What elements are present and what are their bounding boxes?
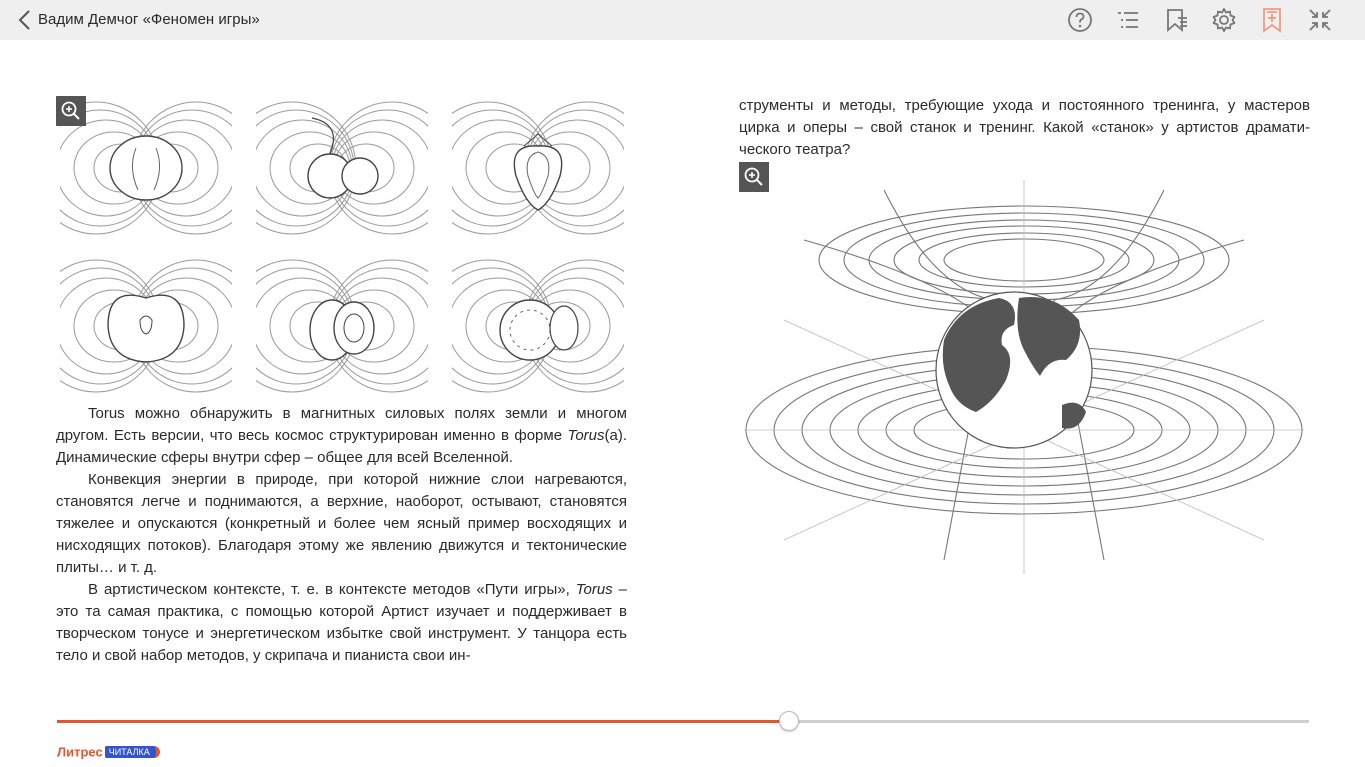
text-run: Torus можно обнаружить в магнитных силовых полях земли и многом другом. Есть версии, что весь космос структурирован именно в форме <box>56 405 627 444</box>
contents-icon[interactable] <box>1114 6 1142 34</box>
text-run: (а). Динамические сферы внутри сфер – общее для всей Вселенной. <box>56 427 627 466</box>
text-run: В артистическом контексте, т. е. в контексте методов «Пути игры», <box>88 581 576 598</box>
text-run: Конвекция энергии в природе, при которой нижние слои нагреваются, становятся легче и поднимаются, а верхние, наоборот, остывают, становятся тяжелее и опускаются (конкретный и более чем ясный пример восходящих и нисходящих потоков). Благодаря этому же явлению движутся и тектонические плиты… и т. д. <box>56 471 627 576</box>
settings-icon[interactable] <box>1210 6 1238 34</box>
reading-progress-fill <box>57 720 789 723</box>
paragraph <box>56 579 627 667</box>
left-page-text <box>56 403 627 667</box>
reading-progress-handle[interactable] <box>779 711 799 731</box>
text-run: Torus <box>567 427 605 444</box>
logo-badge: ЧИТАЛКА <box>105 746 160 758</box>
earth-torus-illustration <box>744 180 1304 574</box>
collapse-icon[interactable] <box>1306 6 1334 34</box>
paragraph <box>56 403 627 469</box>
top-bar <box>0 0 1365 40</box>
help-icon[interactable] <box>1066 6 1094 34</box>
torus-cell-4 <box>56 260 260 392</box>
back-icon[interactable] <box>14 9 36 31</box>
torus-cell-3 <box>424 102 628 234</box>
logo-text: Литрес <box>57 744 103 760</box>
book-title: Вадим Демчог «Феномен игры» <box>38 11 260 28</box>
reading-progress-track[interactable] <box>57 720 1309 723</box>
torus-cell-1 <box>56 102 260 234</box>
zoom-image-icon[interactable] <box>56 96 86 126</box>
text-run: Torus <box>575 581 613 598</box>
litres-logo[interactable] <box>57 743 160 759</box>
add-bookmark-icon[interactable] <box>1258 6 1286 34</box>
fruit-torus-illustration <box>56 94 628 398</box>
torus-cell-2 <box>228 102 456 234</box>
text-run: струменты и методы, требующие ухода и постоянного тренинга, у мастеров цирка и оперы – свой станок и тренинг. Какой «станок» у артистов драматического театра? <box>739 97 1310 158</box>
bookmarks-icon[interactable] <box>1162 6 1190 34</box>
right-page-text <box>739 95 1310 161</box>
paragraph <box>739 95 1310 161</box>
paragraph <box>56 469 627 579</box>
text-run: – это та самая практика, с помощью которой Артист изучает и поддерживает в творческом тонусе и энергетическом избытке свой инструмент. У танцора есть тело и свой набор методов, у скрипача и пианиста свои ин- <box>56 581 627 664</box>
torus-cell-5 <box>228 260 456 392</box>
torus-cell-6 <box>424 260 628 392</box>
